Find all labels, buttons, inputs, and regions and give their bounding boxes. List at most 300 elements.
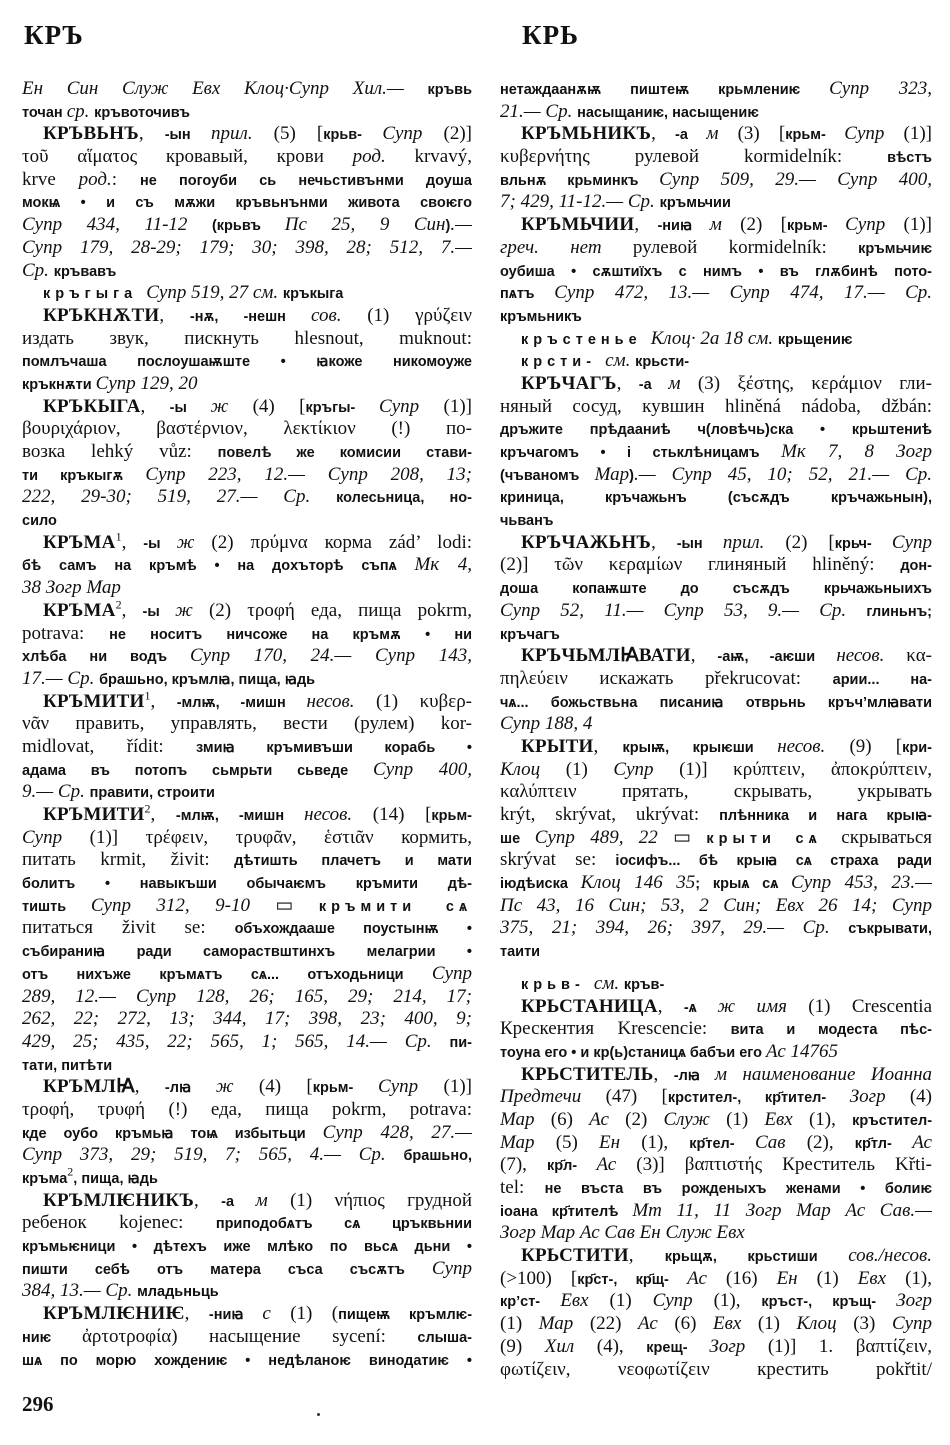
text-line	[500, 509, 932, 532]
gloss-text: ,	[634, 214, 658, 236]
text-line	[22, 509, 472, 532]
gloss-text: (1)	[726, 1108, 765, 1130]
source-siglum: Клоц 146 35	[580, 872, 696, 894]
source-siglum: Евх	[713, 1313, 758, 1335]
text-line	[22, 1031, 472, 1054]
source-siglum: ж имя	[717, 995, 809, 1017]
old-slavonic-text: кръмьчиѥ	[858, 240, 932, 257]
source-siglum: Супр 52, 11.— Супр 53, 9.— Ср.	[500, 599, 867, 621]
source-siglum: 9.— Ср.	[22, 781, 90, 803]
text-line	[22, 146, 472, 169]
old-slavonic-text: кр҃ст-, кр҃щ-	[577, 1271, 688, 1288]
gloss-text: πηλεύειν искажать překrucovat:	[500, 667, 833, 689]
old-slavonic-text: кръгы-	[305, 399, 380, 416]
gloss-text: ,	[651, 123, 675, 145]
text-line	[22, 1280, 472, 1303]
source-siglum: 262, 22; 272, 13; 344, 17; 398, 23; 400, 9;	[22, 1008, 472, 1030]
spaced-form: кръгыга	[43, 286, 147, 303]
text-line	[22, 532, 472, 555]
text-line	[22, 237, 472, 260]
text-line	[22, 872, 472, 895]
text-line	[22, 600, 472, 623]
gloss-text: (4)	[909, 1086, 932, 1108]
old-slavonic-text: -ниꙗ	[657, 218, 710, 235]
text-line	[22, 328, 472, 351]
text-line	[22, 554, 472, 577]
text-line	[22, 827, 472, 850]
source-siglum: ж	[215, 1076, 259, 1098]
old-slavonic-text: крьщѫ, крьстиши	[664, 1249, 849, 1266]
text-line	[500, 713, 932, 736]
headword: КРЪМИТИ	[43, 690, 145, 712]
text-line	[22, 804, 472, 827]
text-line	[22, 305, 472, 328]
text-line	[500, 328, 932, 351]
source-siglum: 429, 25; 435, 22; 565, 1; 565, 14.— Ср.	[22, 1030, 450, 1052]
gloss-text: krve	[22, 168, 79, 190]
old-slavonic-text: -ы	[169, 399, 211, 416]
source-siglum: Ен	[776, 1267, 817, 1289]
old-slavonic-text: )	[629, 467, 634, 484]
text-line	[500, 1154, 932, 1177]
text-line	[500, 1222, 932, 1245]
gloss-text: midlovat, řídit:	[22, 735, 197, 757]
gloss-text: питаться živit se:	[22, 917, 235, 939]
source-siglum: Сав	[754, 1131, 807, 1153]
text-line	[500, 1041, 932, 1064]
text-line	[22, 1144, 472, 1167]
source-siglum: Ас	[912, 1131, 932, 1153]
text-line	[22, 169, 472, 192]
source-siglum: Супр	[431, 1257, 472, 1279]
gloss-text: няный сосуд, кувшин hliněná nádoba, džbán:	[500, 395, 932, 417]
source-siglum: Мар	[594, 463, 630, 485]
old-slavonic-text: -ын	[164, 127, 212, 144]
source-siglum: Супр 179, 28-29; 179; 30; 398, 28; 512, 7.—	[22, 236, 472, 258]
text-line	[22, 1099, 472, 1122]
old-slavonic-text: крьм-	[431, 808, 472, 824]
text-line	[22, 577, 472, 600]
gloss-text: (3) [	[737, 123, 786, 145]
source-siglum: Зогр Мар Ас Сав Ен Служ Евх	[500, 1222, 745, 1244]
text-line	[500, 1336, 932, 1359]
text-line	[500, 917, 932, 940]
gloss-text: (9) [	[849, 735, 903, 757]
source-siglum: Супр 312, 9-10	[90, 894, 276, 916]
gloss-text: (1)] τρέφειν, τρυφᾶν, ἑστιᾶν кормить,	[89, 826, 472, 848]
source-siglum: Супр	[891, 1313, 932, 1335]
source-siglum: сов.	[311, 304, 368, 326]
old-slavonic-text: -ниꙗ	[208, 1307, 263, 1324]
gloss-text: krýt, skrývat, ukrývat:	[500, 804, 720, 825]
old-slavonic-text: приподобѧтъ сѧ цръквьнии	[215, 1216, 472, 1233]
source-siglum: род.	[78, 168, 112, 190]
gloss-text: ,	[651, 531, 677, 553]
gloss-text: питать krmit, živit:	[22, 849, 235, 871]
source-siglum: Супр 400,	[373, 758, 472, 780]
gloss-text: (6)	[550, 1108, 590, 1130]
old-slavonic-text: кръстител-	[852, 1112, 932, 1129]
text-line	[22, 101, 472, 124]
old-slavonic-text: ; крыѧ сѧ	[695, 876, 792, 893]
gloss-text: καλύπτειν прятать, скрывать, укрывать	[500, 781, 932, 803]
text-line	[500, 973, 932, 996]
old-slavonic-text: дон-	[900, 558, 932, 575]
source-siglum: Клоц	[500, 758, 566, 780]
text-line	[500, 532, 932, 555]
gloss-text: (7),	[500, 1154, 547, 1176]
gloss-text: (1),	[641, 1131, 690, 1153]
old-slavonic-text: вита и модеста пѣс-	[730, 1022, 932, 1039]
text-line	[500, 895, 932, 918]
text-line	[22, 441, 472, 464]
gloss-text: ,	[140, 395, 170, 417]
text-line	[500, 78, 932, 101]
old-slavonic-text: младьньць	[137, 1284, 219, 1301]
text-line	[500, 623, 932, 646]
source-siglum: Клоц	[796, 1313, 854, 1335]
old-slavonic-text: -лꙗ	[164, 1080, 216, 1097]
old-slavonic-text: -нѫ, -нешн	[189, 308, 311, 325]
gloss-text: (5) [	[273, 123, 324, 145]
old-slavonic-text: кр҃тел-	[689, 1135, 755, 1152]
text-line	[500, 1268, 932, 1291]
headword: КРЪМЛꙖ	[43, 1076, 135, 1098]
source-siglum: Супр 428, 27.—	[322, 1121, 472, 1143]
text-line	[500, 600, 932, 623]
gloss-text: :	[111, 168, 140, 190]
dictionary-column-left	[22, 78, 472, 1371]
gloss-text: (2) [	[740, 214, 787, 236]
gloss-text: τροφή, τρυφή (!) еда, пища pokrm, potrava:	[22, 1098, 472, 1120]
source-siglum: м	[706, 123, 738, 145]
page-number: 296	[22, 1392, 54, 1416]
homonym-number: 1	[115, 531, 122, 544]
source-siglum: 375, 21; 394, 26; 397, 29.— Ср.	[500, 917, 849, 939]
gloss-text: (1) γρύζειν	[367, 304, 472, 326]
old-slavonic-text: крещ-	[646, 1339, 710, 1356]
old-slavonic-text: -а	[638, 376, 669, 393]
text-line	[22, 1235, 472, 1258]
text-line	[500, 373, 932, 396]
spaced-form: крсти-	[521, 354, 606, 371]
old-slavonic-text: слыша-	[417, 1329, 472, 1346]
text-line	[500, 827, 932, 850]
old-slavonic-text: -ын	[676, 535, 723, 552]
text-line	[500, 191, 932, 214]
source-siglum: Супр 188, 4	[500, 713, 593, 735]
gloss-text: (1)]	[443, 1076, 472, 1098]
source-siglum: 7; 429, 11-12.— Ср.	[500, 191, 660, 213]
old-slavonic-text: пи-	[449, 1034, 472, 1051]
source-siglum: Мк 7, 8 Зогр	[781, 441, 932, 462]
source-siglum: 17.— Ср.	[22, 667, 100, 689]
old-slavonic-text: кде оубо кръмьꙗ тоѩ избытьци	[22, 1125, 323, 1142]
gloss-text: (1)] 1. βαπτίζειν,	[767, 1335, 932, 1357]
headword: КРЪМЬЧИИ	[521, 214, 635, 236]
gloss-text: potrava:	[22, 622, 110, 644]
old-slavonic-text: точан	[22, 104, 67, 121]
old-slavonic-text: не въста въ рожденыхъ женами • болиѥ	[544, 1181, 932, 1197]
old-slavonic-text: ниѥ	[22, 1329, 82, 1346]
text-line	[500, 418, 932, 441]
source-siglum: Ен Син Служ Евх Клоц·Супр Хил.—	[22, 78, 428, 99]
source-siglum: прил.	[722, 531, 786, 553]
text-line	[500, 554, 932, 577]
old-slavonic-text: -ы	[143, 535, 177, 552]
source-siglum: несов.	[306, 690, 376, 712]
source-siglum: см.	[605, 350, 636, 372]
source-siglum: Супр	[891, 531, 932, 553]
old-slavonic-text: събираниꙗ ради самораствштинхъ мелагрии •	[22, 944, 472, 961]
text-line	[22, 849, 472, 872]
old-slavonic-text: крьв-	[323, 127, 383, 144]
gloss-text: (1)] κρύπτειν, ἀποκρύπτειν,	[679, 758, 932, 780]
gloss-text: ,	[616, 372, 639, 394]
text-line	[500, 214, 932, 237]
old-slavonic-text: -ы	[142, 603, 176, 620]
source-siglum: Супр 509, 29.— Супр 400,	[659, 168, 932, 190]
gloss-text: krvavý,	[414, 146, 472, 168]
headword: КРЬСТИТЕЛЬ	[521, 1063, 654, 1085]
source-siglum: Супр 519, 27 см.	[146, 282, 283, 304]
text-line	[500, 759, 932, 782]
text-line	[500, 1290, 932, 1313]
headword: КРЪВЬНЪ	[43, 123, 139, 145]
source-siglum: Супр	[379, 395, 444, 417]
gloss-text: ,	[194, 1189, 222, 1211]
source-siglum: Евх	[764, 1108, 809, 1130]
source-siglum: Хил	[544, 1335, 597, 1357]
headword: КРЪЧЬМЛꙖВАТИ	[521, 645, 691, 667]
text-line	[22, 1167, 472, 1190]
source-siglum: Пс 25, 9 Син	[284, 214, 446, 236]
old-slavonic-text: іосифъ... бѣ крыꙗ сѧ страха ради	[615, 853, 932, 870]
gloss-text: ,	[159, 304, 190, 326]
headword: КРЪКНѪТИ	[43, 304, 160, 326]
old-slavonic-text: колесьница, но-	[336, 490, 472, 507]
spaced-form: кръстенье	[521, 331, 651, 348]
headword: КРЪМА	[43, 531, 116, 553]
gloss-text: (1),	[808, 1108, 853, 1130]
source-siglum: 222, 29-30; 519, 27.— Ср.	[22, 486, 337, 508]
text-line	[22, 396, 472, 419]
text-line	[500, 1064, 932, 1087]
source-siglum: Ас	[589, 1108, 626, 1130]
text-line	[22, 464, 472, 487]
old-slavonic-text: криница, кръчажьнъ (съсѫдъ кръчажьнын),	[500, 490, 932, 507]
source-siglum: Супр	[382, 123, 444, 145]
homonym-number: 2	[115, 599, 122, 612]
old-slavonic-text: )	[445, 218, 451, 235]
old-slavonic-text: кръчагомъ • і стьклѣницамъ	[500, 445, 782, 461]
old-slavonic-text: не погоуби сь нечьстивънми доуша	[139, 172, 472, 189]
old-slavonic-text: отъ нихъже кръмѧтъ сѧ... отъходьници	[22, 966, 432, 983]
text-line	[22, 78, 472, 101]
source-siglum: ж	[176, 531, 212, 553]
headword: КРЪЧАЖЬНЪ	[521, 531, 652, 553]
source-siglum: Мар	[538, 1313, 590, 1335]
gloss-text: скрываться	[841, 826, 932, 848]
gloss-text: (2),	[806, 1131, 855, 1153]
old-slavonic-text: таити	[500, 944, 541, 961]
gloss-text: (1)	[609, 1290, 653, 1312]
text-line	[22, 895, 472, 918]
old-slavonic-text: кръма	[22, 1171, 68, 1187]
old-slavonic-text: , пища, ꙗдь	[73, 1171, 158, 1187]
old-slavonic-text: болитъ • навыкъши обычаѥмъ кръмити дѣ-	[22, 876, 472, 893]
old-slavonic-text: крьм-	[312, 1080, 379, 1097]
old-slavonic-text: мокѩ • и съ мѫжи кръвьнънми живота своѥго	[22, 195, 472, 212]
old-slavonic-text: доша копаѭште до съсѫдъ крьчажьныихъ	[500, 581, 932, 598]
text-line	[500, 260, 932, 283]
source-siglum: Супр	[613, 758, 680, 780]
headword: КРЪМЛѤНИКЪ	[43, 1189, 195, 1211]
source-siglum: .—	[450, 214, 472, 236]
old-slavonic-text: плѣнника и нага крыꙗ-	[719, 808, 932, 824]
spaced-form: кръмити сѧ	[318, 898, 472, 915]
gloss-text: (1),	[713, 1290, 762, 1312]
old-slavonic-text: пѧтъ	[500, 286, 555, 303]
source-siglum: Супр	[844, 123, 904, 145]
old-slavonic-text: (чъваномъ	[500, 467, 595, 484]
source-siglum: 384, 13.— Ср.	[22, 1280, 138, 1302]
gloss-text: (1) νήπιος грудной	[290, 1189, 472, 1211]
source-siglum: Ср.	[22, 259, 54, 281]
old-slavonic-text: змиꙗ кръмивъши корабь •	[196, 739, 472, 756]
gloss-text: (>100) [	[500, 1267, 578, 1289]
old-slavonic-text: кръв-	[623, 976, 665, 993]
old-slavonic-text: кръкнѫти	[22, 376, 96, 393]
text-line	[22, 759, 472, 782]
source-siglum: Ас	[638, 1313, 675, 1335]
text-line	[22, 282, 472, 305]
old-slavonic-text: пищеѭ кръмлѥ-	[338, 1307, 472, 1324]
old-slavonic-text: крыѭ, крыѥши	[622, 739, 778, 756]
old-slavonic-text: чѧ... божьствьна писаниꙗ отврьнь кръч’млꙗвати	[500, 694, 932, 711]
gloss-text: (16)	[725, 1267, 777, 1289]
gloss-text: (2)	[625, 1108, 664, 1130]
old-slavonic-text: крьч-	[834, 535, 892, 552]
gloss-text: (22)	[589, 1313, 639, 1335]
old-slavonic-text: кри-	[902, 739, 932, 756]
text-line	[500, 441, 932, 464]
text-line	[22, 1122, 472, 1145]
text-line	[22, 940, 472, 963]
source-siglum: Супр	[378, 1076, 444, 1098]
text-line	[22, 1326, 472, 1349]
homonym-number: 1	[144, 690, 151, 703]
gloss-text: τοῦ αἵματος кровавый, крови	[22, 146, 353, 168]
text-line	[500, 101, 932, 124]
gloss-text: (1) Crescentia	[808, 995, 932, 1017]
old-slavonic-text: кръвь	[427, 82, 472, 98]
gloss-text: (1)	[500, 1313, 539, 1335]
text-line	[500, 305, 932, 328]
source-siglum: Мар	[500, 1131, 556, 1153]
old-slavonic-text: шѧ по морю хождениѥ • недѣланоѥ винодатиѥ •	[22, 1352, 472, 1369]
old-slavonic-text: вѣстъ	[887, 150, 932, 167]
source-siglum: несов.	[304, 804, 373, 825]
gloss-text: (14) [	[372, 804, 432, 825]
gloss-text: ,	[628, 1245, 665, 1267]
running-head-left: КРЪ	[24, 20, 84, 50]
text-line	[500, 691, 932, 714]
text-line	[22, 418, 472, 441]
source-siglum: Зогр	[849, 1086, 910, 1108]
old-slavonic-text: кръчагъ	[500, 626, 560, 643]
old-slavonic-text: брашьно,	[403, 1148, 472, 1165]
text-line	[22, 1054, 472, 1077]
gloss-text: ▭	[275, 894, 319, 916]
gloss-text: (47) [	[605, 1086, 668, 1108]
spaced-form: крьв-	[521, 976, 594, 993]
old-slavonic-text: тоуна его • и кр(ь)станицѧ бабъи его	[500, 1044, 767, 1061]
gloss-text: ,	[593, 735, 623, 757]
source-siglum: Ен	[599, 1131, 642, 1153]
text-line	[500, 781, 932, 804]
gloss-text: ,	[138, 123, 165, 145]
text-line	[500, 486, 932, 509]
old-slavonic-text: іюдѣиска	[500, 876, 581, 893]
spaced-form: крыти сѧ	[706, 830, 842, 847]
text-line	[22, 1258, 472, 1281]
headword: КРЪКЫГА	[43, 395, 141, 417]
old-slavonic-text: кръвоточивъ	[94, 104, 190, 121]
text-line	[500, 282, 932, 305]
source-siglum: м	[255, 1189, 291, 1211]
old-slavonic-text: повелѣ же комисии стави-	[217, 445, 472, 461]
source-siglum: Ас	[596, 1154, 637, 1176]
gloss-text: (2) [	[785, 531, 835, 553]
text-line	[500, 1177, 932, 1200]
text-line	[500, 1086, 932, 1109]
gloss-text: (6)	[674, 1313, 714, 1335]
text-line	[500, 1018, 932, 1041]
gloss-text: (3)] βαπτιστής Креститель Křti-	[636, 1154, 932, 1176]
gloss-text: (1)]	[903, 123, 932, 145]
gloss-text: (1)]	[443, 395, 472, 417]
old-slavonic-text: кръст-, кръщ-	[761, 1294, 897, 1311]
text-line	[500, 577, 932, 600]
source-siglum: Супр	[845, 214, 904, 236]
text-line	[22, 1303, 472, 1326]
gloss-text: ▭	[673, 826, 707, 848]
source-siglum: Супр 323,	[829, 78, 932, 99]
dictionary-column-right	[500, 78, 932, 1381]
old-slavonic-text: брашьно, кръмлꙗ, пища, ꙗдь	[99, 671, 316, 688]
gloss-text: (4) [	[258, 1076, 313, 1098]
old-slavonic-text: крьм-	[786, 218, 846, 235]
gloss-text: ,	[134, 1076, 165, 1098]
text-line	[22, 713, 472, 736]
source-siglum: Супр 434, 11-12	[22, 214, 212, 236]
source-siglum: м наименование Иоанна	[714, 1063, 932, 1085]
headword: КРЬСТИТИ	[521, 1245, 629, 1267]
source-siglum: 289, 12.— Супр 128, 26; 165, 29; 214, 17;	[22, 985, 472, 1007]
text-line	[22, 986, 472, 1009]
text-line	[22, 668, 472, 691]
text-line	[22, 1076, 472, 1099]
text-line	[500, 668, 932, 691]
gloss-text: ,	[690, 645, 718, 667]
headword: КРЫТИ	[521, 735, 594, 757]
old-slavonic-text: іоана кр҃тителѣ	[500, 1203, 633, 1220]
gloss-text: (3) ξέστης, κεράμιον гли-	[697, 372, 932, 394]
text-line	[22, 260, 472, 283]
old-slavonic-text: дръжите прѣдааниѣ ч(ловѣчь)ска • крьштениѣ	[500, 422, 932, 439]
gloss-text: κα-	[906, 645, 932, 667]
